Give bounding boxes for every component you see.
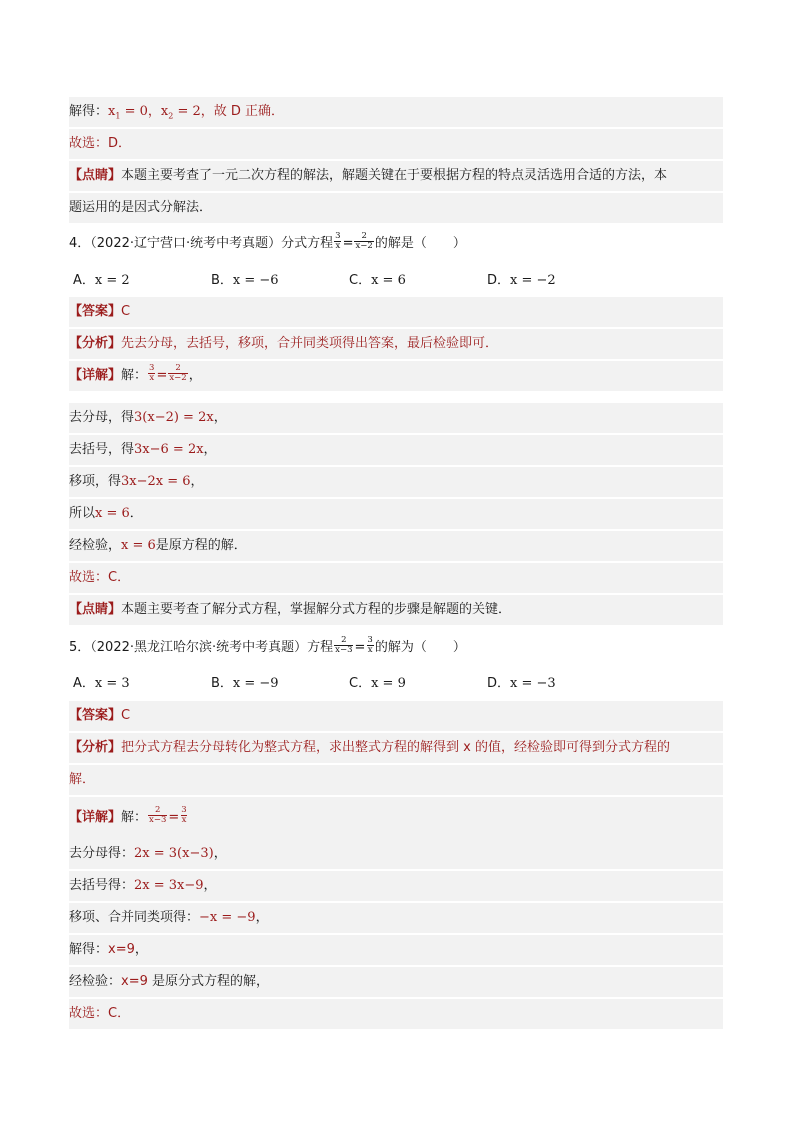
analysis-text: 先去分母，去括号，移项，合并同类项得出答案，最后检验即可． xyxy=(121,336,499,351)
step-lead: 解得： xyxy=(69,942,109,957)
equals-sign: = xyxy=(342,236,354,251)
step-lead: 移项，得 xyxy=(69,474,122,489)
step-tail: ， xyxy=(255,910,269,925)
step-tail: 是原分式方程的解， xyxy=(147,974,270,989)
option-a: A．x = 3 xyxy=(73,676,130,691)
stem-text: 的解是（ ） xyxy=(374,236,466,251)
q4-step-3 xyxy=(69,467,723,497)
step-tail: ． xyxy=(129,506,143,521)
step-lead: 经检验： xyxy=(69,974,122,989)
q5-step-5 xyxy=(69,967,723,997)
fraction: $\frac{2}{x-2}$ xyxy=(355,231,373,251)
option-d: D．x = −2 xyxy=(487,273,556,288)
stem-text: 的解为（ ） xyxy=(374,640,466,655)
equals-sign: = xyxy=(168,810,180,825)
q5-step-1 xyxy=(69,839,723,869)
q5-options xyxy=(69,669,723,699)
step-lead: 所以 xyxy=(69,506,96,521)
q5-step-3 xyxy=(69,903,723,933)
option-c: C．x = 9 xyxy=(349,676,406,691)
detail-lead: 解： xyxy=(121,368,148,383)
choice-text: 故选：D． xyxy=(69,136,132,151)
comment-text: 题运用的是因式分解法． xyxy=(69,200,213,215)
fraction: $\frac{2}{x-3}$ xyxy=(149,805,167,825)
choice-text: 故选：C． xyxy=(69,570,131,585)
q3-comment-line-2 xyxy=(69,193,723,223)
step-math: 2x = 3(x−3) xyxy=(134,846,214,861)
question-source: （2022·黑龙江哈尔滨·统考中考真题） xyxy=(90,640,308,655)
x2-var: $x_2 = 2$， xyxy=(160,104,214,121)
step-math: 2x = 3x−9 xyxy=(134,878,204,893)
q3-solution-line xyxy=(69,97,723,127)
q4-comment-line xyxy=(69,595,723,625)
step-tail: ， xyxy=(213,846,227,861)
detail-lead: 解： xyxy=(121,810,148,825)
analysis-text: 解． xyxy=(69,772,96,787)
punct: ， xyxy=(188,368,202,383)
answer-tag: 【答案】 xyxy=(69,304,122,319)
q4-step-5 xyxy=(69,531,723,561)
stem-text: 分式方程 xyxy=(281,236,334,251)
q4-stem xyxy=(69,228,723,260)
step-lead: 经检验， xyxy=(69,538,122,553)
step-math: 3x−2x = 6 xyxy=(121,474,191,489)
equals-sign: = xyxy=(156,368,168,383)
choice-text: 故选：C． xyxy=(69,1006,131,1021)
option-b: B．x = −9 xyxy=(211,676,279,691)
fraction: $\frac{3}{x}$ xyxy=(367,635,373,655)
fraction: $\frac{3}{x}$ xyxy=(335,231,341,251)
q4-detail-line xyxy=(69,361,723,391)
answer-value: C xyxy=(121,708,131,723)
q5-analysis-line-1 xyxy=(69,733,723,763)
q5-step-4 xyxy=(69,935,723,965)
option-c: C．x = 6 xyxy=(349,273,406,288)
x1-var: $x_1 = 0$， xyxy=(108,104,161,121)
equals-sign: = xyxy=(354,640,366,655)
q5-detail-line xyxy=(69,797,723,839)
q3-choice-line xyxy=(69,129,723,159)
comment-text: 本题主要考查了解分式方程，掌握解分式方程的步骤是解题的关键． xyxy=(121,602,512,617)
q4-step-1 xyxy=(69,403,723,433)
step-math: −x = −9 xyxy=(199,910,256,925)
q5-stem xyxy=(69,632,723,664)
q4-answer-line xyxy=(69,297,723,327)
question-number: 4． xyxy=(69,236,91,251)
q3-conclusion: 故 D 正确． xyxy=(213,104,285,119)
q5-analysis-line-2 xyxy=(69,765,723,795)
step-math: 3(x−2) = 2x xyxy=(134,410,214,425)
solution-prefix: 解得： xyxy=(69,104,109,119)
q4-options xyxy=(69,266,723,296)
option-d: D．x = −3 xyxy=(487,676,556,691)
analysis-tag: 【分析】 xyxy=(69,740,122,755)
step-tail: ， xyxy=(203,442,217,457)
fraction: $\frac{3}{x}$ xyxy=(149,363,155,383)
q5-answer-line xyxy=(69,701,723,731)
step-tail: ， xyxy=(134,942,148,957)
step-lead: 去分母，得 xyxy=(69,410,135,425)
step-math: x = 6 xyxy=(121,538,156,553)
step-math: x = 6 xyxy=(95,506,130,521)
q5-step-2 xyxy=(69,871,723,901)
step-tail: 是原方程的解． xyxy=(155,538,247,553)
stem-text: 方程 xyxy=(307,640,334,655)
step-lead: 去括号得： xyxy=(69,878,135,893)
fraction: $\frac{2}{x-3}$ xyxy=(335,635,353,655)
fraction: $\frac{2}{x-2}$ xyxy=(169,363,187,383)
analysis-text: 把分式方程去分母转化为整式方程，求出整式方程的解得到 x 的值，经检验即可得到分式方程的 xyxy=(121,740,670,755)
step-math: x=9 xyxy=(121,974,148,989)
q4-analysis-line xyxy=(69,329,723,359)
step-lead: 去括号，得 xyxy=(69,442,135,457)
q5-choice-line xyxy=(69,999,723,1029)
q3-comment-line-1 xyxy=(69,161,723,191)
step-tail: ， xyxy=(213,410,227,425)
detail-tag: 【详解】 xyxy=(69,368,122,383)
step-tail: ， xyxy=(190,474,204,489)
option-b: B．x = −6 xyxy=(211,273,279,288)
detail-tag: 【详解】 xyxy=(69,810,122,825)
step-math: 3x−6 = 2x xyxy=(134,442,204,457)
step-lead: 移项、合并同类项得： xyxy=(69,910,200,925)
step-tail: ， xyxy=(203,878,217,893)
answer-tag: 【答案】 xyxy=(69,708,122,723)
analysis-tag: 【分析】 xyxy=(69,336,122,351)
fraction: $\frac{3}{x}$ xyxy=(181,805,187,825)
comment-tag: 【点睛】 xyxy=(69,168,122,183)
step-lead: 去分母得： xyxy=(69,846,135,861)
question-number: 5． xyxy=(69,640,91,655)
step-math: x=9 xyxy=(108,942,135,957)
comment-text: 本题主要考查了一元二次方程的解法，解题关键在于要根据方程的特点灵活选用合适的方法，本 xyxy=(121,168,668,183)
q4-step-4 xyxy=(69,499,723,529)
question-source: （2022·辽宁营口·统考中考真题） xyxy=(90,236,282,251)
q4-step-2 xyxy=(69,435,723,465)
q4-choice-line xyxy=(69,563,723,593)
option-a: A．x = 2 xyxy=(73,273,130,288)
answer-value: C xyxy=(121,304,131,319)
comment-tag: 【点睛】 xyxy=(69,602,122,617)
